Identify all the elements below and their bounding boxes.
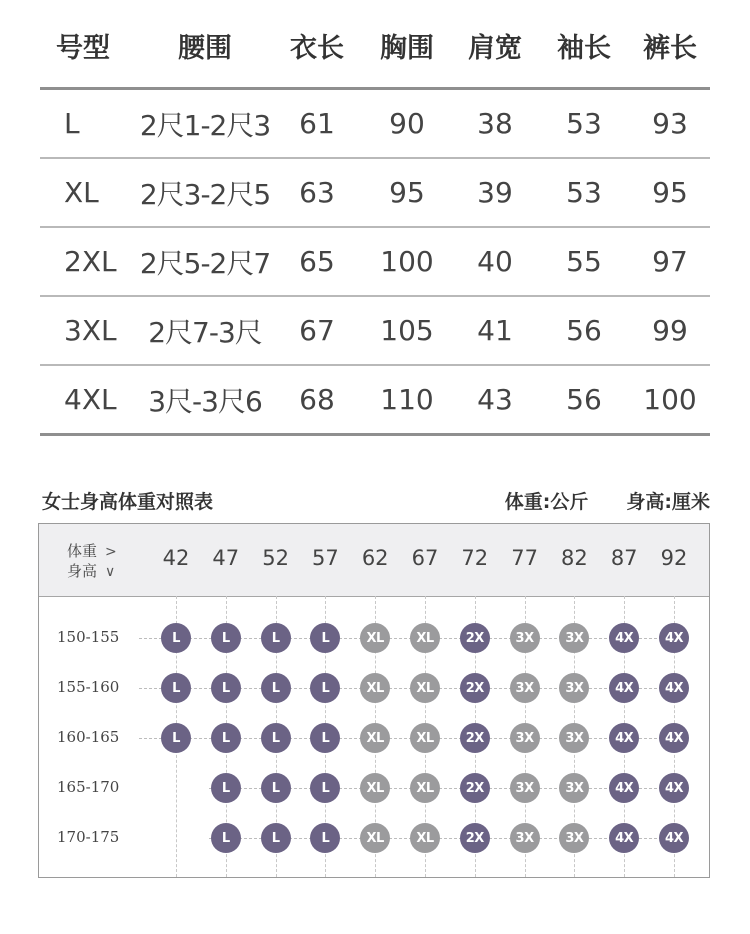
size-badge: 4X [659, 773, 689, 803]
size-badge: XL [360, 773, 390, 803]
table-row [40, 297, 710, 366]
length-cell: 65 [299, 245, 335, 278]
size-cell: 4XL [64, 383, 117, 416]
size-badge: 2X [460, 823, 490, 853]
table-row [40, 228, 710, 297]
shoulder-cell: 43 [477, 383, 513, 416]
size-cell: 3XL [64, 314, 117, 347]
size-badge: L [211, 673, 241, 703]
sleeve-cell: 56 [566, 383, 602, 416]
size-badge: 2X [460, 773, 490, 803]
size-badge: L [211, 823, 241, 853]
size-badge: L [211, 723, 241, 753]
size-badge: L [310, 723, 340, 753]
size-cell: XL [64, 176, 99, 209]
size-badge: 4X [659, 673, 689, 703]
length-cell: 61 [299, 107, 335, 140]
size-badge: L [161, 673, 191, 703]
size-badge: L [211, 623, 241, 653]
size-badge: L [161, 723, 191, 753]
header-sleeve: 袖长 [557, 33, 611, 64]
shoulder-cell: 39 [477, 176, 513, 209]
table-row [40, 366, 710, 436]
size-badge: XL [410, 723, 440, 753]
header-chest: 胸围 [380, 33, 434, 64]
sleeve-cell: 55 [566, 245, 602, 278]
waist-cell: 2尺1-2尺3 [139, 108, 271, 142]
size-badge: 3X [559, 623, 589, 653]
header-waist: 腰围 [178, 33, 232, 64]
size-badge: L [310, 823, 340, 853]
chart-units [505, 487, 710, 514]
chart-title: 女士身高体重对照表 [42, 491, 214, 513]
chest-cell: 90 [389, 107, 425, 140]
height-row-label: 170-175 [57, 828, 120, 846]
size-badge: L [211, 773, 241, 803]
chart-header-row [39, 524, 709, 597]
header-length: 衣长 [290, 33, 344, 64]
height-row-label: 165-170 [57, 778, 120, 796]
size-table-header [40, 0, 710, 90]
size-badge: 3X [559, 823, 589, 853]
waist-cell: 2尺5-2尺7 [139, 246, 271, 280]
pants-cell: 100 [643, 383, 697, 416]
size-badge: XL [410, 623, 440, 653]
size-badge: 4X [609, 823, 639, 853]
weight-column-label: 87 [610, 546, 638, 570]
size-badge: 3X [510, 823, 540, 853]
chevron-right-icon: > [105, 544, 117, 560]
weight-column-label: 72 [461, 546, 489, 570]
length-cell: 68 [299, 383, 335, 416]
size-badge: XL [410, 823, 440, 853]
waist-cell: 2尺7-3尺 [148, 315, 262, 349]
weight-column-label: 47 [212, 546, 240, 570]
size-badge: 4X [659, 823, 689, 853]
size-badge: L [161, 623, 191, 653]
chest-cell: 110 [380, 383, 434, 416]
sleeve-cell: 56 [566, 314, 602, 347]
header-pants: 裤长 [643, 33, 697, 64]
size-badge: L [261, 823, 291, 853]
header-shoulder: 肩宽 [468, 33, 522, 64]
size-badge: 3X [510, 673, 540, 703]
size-cell: 2XL [64, 245, 117, 278]
corner-height-label: 身高 [67, 562, 98, 580]
size-badge: L [310, 673, 340, 703]
height-row-label: 155-160 [57, 678, 120, 696]
size-badge: XL [360, 823, 390, 853]
size-badge: 3X [559, 723, 589, 753]
pants-cell: 99 [652, 314, 688, 347]
chest-cell: 105 [380, 314, 434, 347]
size-badge: 2X [460, 723, 490, 753]
height-unit-label: 身高:厘米 [626, 491, 710, 513]
length-cell: 67 [299, 314, 335, 347]
chest-cell: 95 [389, 176, 425, 209]
size-badge: XL [360, 623, 390, 653]
length-cell: 63 [299, 176, 335, 209]
size-badge: L [310, 773, 340, 803]
sleeve-cell: 53 [566, 176, 602, 209]
table-row [40, 159, 710, 228]
weight-column-label: 57 [312, 546, 339, 570]
weight-column-label: 82 [561, 546, 588, 570]
size-badge: XL [360, 723, 390, 753]
chest-cell: 100 [380, 245, 434, 278]
size-badge: L [261, 623, 291, 653]
size-badge: L [310, 623, 340, 653]
axis-corner-label [67, 542, 117, 582]
size-badge: 4X [659, 723, 689, 753]
height-row-label: 160-165 [57, 728, 120, 746]
shoulder-cell: 40 [477, 245, 513, 278]
height-weight-chart [38, 523, 710, 878]
weight-column-label: 77 [511, 546, 538, 570]
size-badge: 4X [609, 773, 639, 803]
size-cell: L [64, 107, 80, 140]
size-badge: L [261, 773, 291, 803]
size-badge: 4X [659, 623, 689, 653]
weight-column-label: 42 [162, 546, 190, 570]
size-badge: XL [410, 773, 440, 803]
size-badge: 3X [510, 723, 540, 753]
pants-cell: 93 [652, 107, 688, 140]
corner-weight-label: 体重 [67, 542, 98, 560]
size-badge: L [261, 673, 291, 703]
waist-cell: 3尺-3尺6 [148, 384, 262, 418]
pants-cell: 97 [652, 245, 688, 278]
size-table [40, 0, 710, 436]
size-badge: 4X [609, 723, 639, 753]
size-badge: 3X [559, 773, 589, 803]
weight-column-label: 52 [262, 546, 289, 570]
weight-column-label: 92 [660, 546, 688, 570]
shoulder-cell: 38 [477, 107, 513, 140]
height-row-label: 150-155 [57, 628, 120, 646]
size-badge: 4X [609, 623, 639, 653]
header-size: 号型 [56, 33, 110, 64]
size-badge: 4X [609, 673, 639, 703]
sleeve-cell: 53 [566, 107, 602, 140]
size-badge: 3X [510, 623, 540, 653]
size-badge: 3X [510, 773, 540, 803]
pants-cell: 95 [652, 176, 688, 209]
size-badge: XL [410, 673, 440, 703]
shoulder-cell: 41 [477, 314, 513, 347]
table-row [40, 90, 710, 159]
waist-cell: 2尺3-2尺5 [139, 177, 271, 211]
weight-column-label: 67 [411, 546, 439, 570]
size-badge: 2X [460, 623, 490, 653]
size-badge: XL [360, 673, 390, 703]
chevron-down-icon: ∨ [105, 564, 116, 580]
weight-column-label: 62 [361, 546, 389, 570]
size-badge: L [261, 723, 291, 753]
weight-unit-label: 体重:公斤 [504, 491, 589, 513]
size-badge: 2X [460, 673, 490, 703]
size-badge: 3X [559, 673, 589, 703]
